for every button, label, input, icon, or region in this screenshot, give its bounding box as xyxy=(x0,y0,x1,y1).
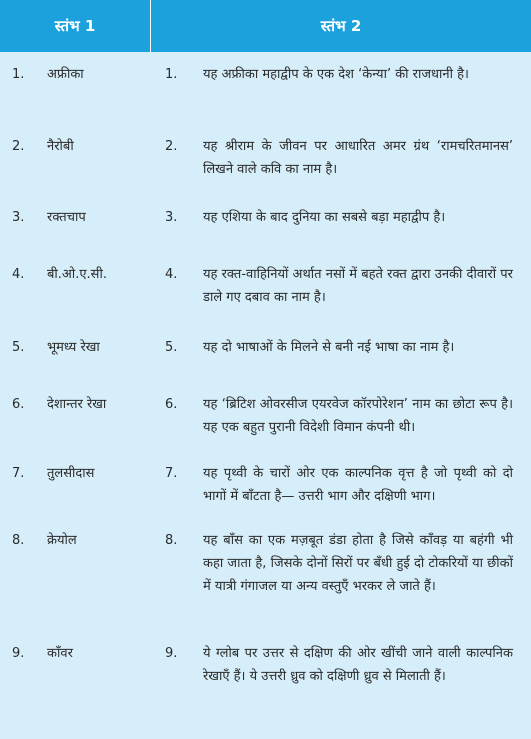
column-2-description: ये ग्लोब पर उत्तर से दक्षिण की ओर खींची जाने वाली काल्पनिक रेखाएँ हैं। ये उत्तरी ध्रुव को दक्षिणी ध्रुव से मिलाती हैं। xyxy=(203,646,513,684)
column-2-number: 7. xyxy=(165,466,178,481)
column-1-term: तुलसीदास xyxy=(47,466,95,481)
column-1-term: बी.ओ.ए.सी. xyxy=(47,267,107,282)
column-1-number: 9. xyxy=(12,646,25,661)
column-2-description: यह श्रीराम के जीवन पर आधारित अमर ग्रंथ ‘रामचरितमानस’ लिखने वाले कवि का नाम है। xyxy=(203,139,513,177)
column-1-heading: स्तंभ 1 xyxy=(0,0,151,52)
column-1-term: रक्तचाप xyxy=(47,210,86,225)
column-2-description: यह ‘ब्रिटिश ओवरसीज एयरवेज कॉरपोरेशन’ नाम का छोटा रूप है। यह एक बहुत पुरानी विदेशी विमान कंपनी थी। xyxy=(203,397,513,435)
column-1-number: 1. xyxy=(12,67,25,82)
column-1-number: 4. xyxy=(12,267,25,282)
column-2-description: यह एशिया के बाद दुनिया का सबसे बड़ा महाद्वीप है। xyxy=(203,210,446,225)
column-2-description: यह बाँस का एक मज़बूत डंडा होता है जिसे काँवड़ या बहंगी भी कहा जाता है, जिसके दोनों सिरों पर बँधी हुई दो टोकरियों या छीकों में यात्री गंगाजल या अन्य वस्तुएँ भरकर ले जाते हैं। xyxy=(203,533,513,594)
column-2-description: यह अफ्रीका महाद्वीप के एक देश ‘केन्या’ की राजधानी है। xyxy=(203,67,469,82)
column-2-description: यह रक्त-वाहिनियों अर्थात नसों में बहते रक्त द्वारा उनकी दीवारों पर डाले गए दबाव का नाम है। xyxy=(203,267,513,305)
column-2-description: यह दो भाषाओं के मिलने से बनी नई भाषा का नाम है। xyxy=(203,340,455,355)
column-1-number: 2. xyxy=(12,139,25,154)
column-1-term: भूमध्य रेखा xyxy=(47,340,100,355)
column-1-term: नैरोबी xyxy=(47,139,74,154)
column-2-number: 1. xyxy=(165,67,178,82)
column-1-number: 8. xyxy=(12,533,25,548)
column-2-number: 5. xyxy=(165,340,178,355)
column-2-number: 8. xyxy=(165,533,178,548)
column-2-number: 4. xyxy=(165,267,178,282)
column-1-number: 7. xyxy=(12,466,25,481)
column-2-heading: स्तंभ 2 xyxy=(320,17,362,35)
column-1-number: 6. xyxy=(12,397,25,412)
table-header xyxy=(0,0,531,52)
column-1-term: काँवर xyxy=(47,646,73,661)
column-1-term: क्रेयोल xyxy=(47,533,77,548)
column-2-number: 9. xyxy=(165,646,178,661)
column-2-number: 3. xyxy=(165,210,178,225)
column-1-term: अफ्रीका xyxy=(47,67,84,82)
column-2-number: 6. xyxy=(165,397,178,412)
column-2-number: 2. xyxy=(165,139,178,154)
column-1-number: 5. xyxy=(12,340,25,355)
column-1-term: देशान्तर रेखा xyxy=(47,397,107,412)
column-1-number: 3. xyxy=(12,210,25,225)
column-2-description: यह पृथ्वी के चारों ओर एक काल्पनिक वृत्त है जो पृथ्वी को दो भागों में बाँटता है— उत्तरी भाग और दक्षिणी भाग। xyxy=(203,466,513,504)
